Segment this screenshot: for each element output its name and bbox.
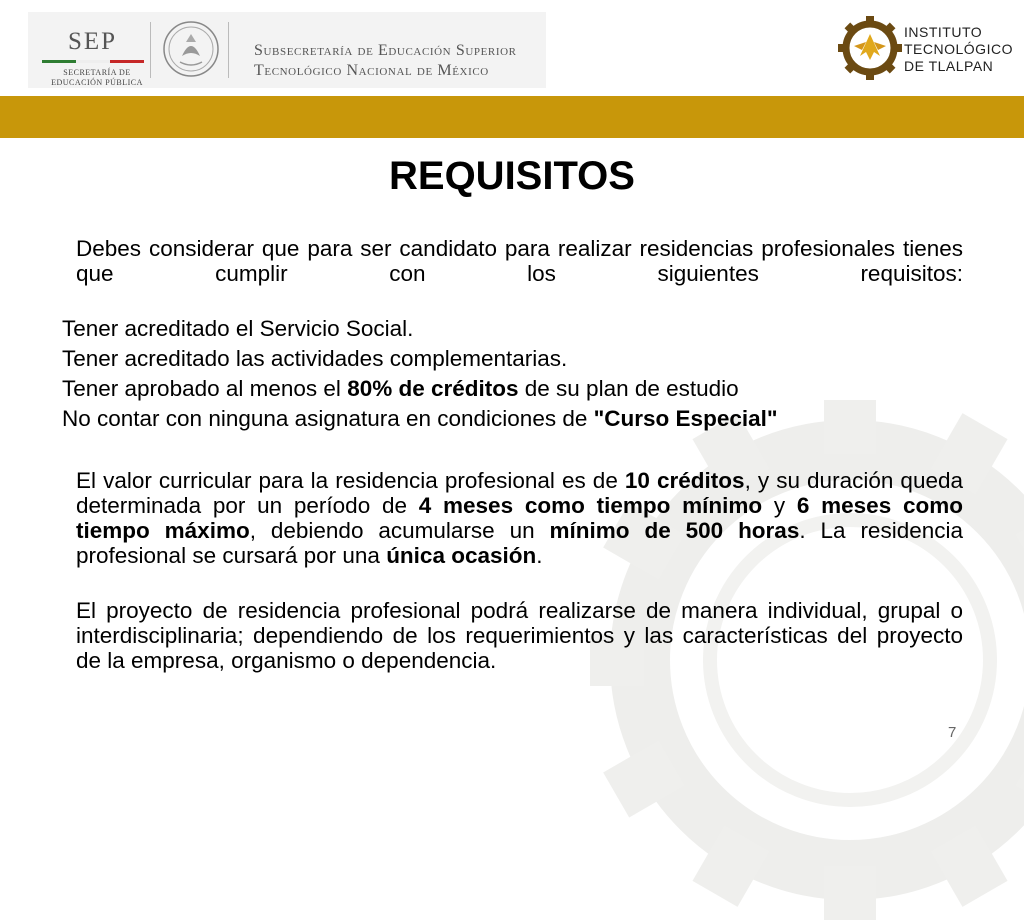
paragraph-emphasis: 4 meses como tiempo mínimo <box>418 493 763 518</box>
sep-banner <box>28 12 546 88</box>
sep-subtitle-line2: EDUCACIÓN PÚBLICA <box>51 78 143 87</box>
subsecretaria-line1: Subsecretaría de Educación Superior <box>254 42 517 59</box>
gear-logo-icon <box>836 16 906 80</box>
requirement-text: Tener aprobado al menos el <box>62 376 348 401</box>
list-item <box>62 404 778 434</box>
requirement-text: Tener acreditado las actividades complementarias. <box>62 346 568 371</box>
paragraph-emphasis: única ocasión <box>386 543 537 568</box>
header-divider <box>228 22 229 78</box>
header-divider <box>150 22 151 78</box>
sep-tricolor-bar <box>42 60 144 63</box>
sep-subtitle-line1: SECRETARÍA DE <box>63 68 131 77</box>
header <box>0 0 1024 96</box>
subsecretaria-line2: Tecnológico Nacional de México <box>254 62 489 79</box>
sep-title: SEP <box>68 28 118 55</box>
paragraph-text: , y su duración queda determinada por un período de <box>76 468 963 518</box>
paragraph-emphasis: mínimo de 500 horas <box>549 518 800 543</box>
list-item <box>62 344 778 374</box>
list-item <box>62 374 778 404</box>
paragraph-emphasis: 10 créditos <box>624 468 745 493</box>
page-number: 7 <box>948 724 957 741</box>
requirement-text: Tener acreditado el Servicio Social. <box>62 316 414 341</box>
institute-line1: INSTITUTO <box>904 24 983 40</box>
sep-logo <box>38 20 148 87</box>
intro-paragraph: Debes considerar que para ser candidato para realizar residencias profesionales tienes que cumplir con los siguientes requisitos: <box>76 236 963 286</box>
mexico-seal-icon <box>162 18 220 80</box>
paragraph-text: . La residencia profesional se cursará por una <box>76 518 964 568</box>
requirement-text: No contar con ninguna asignatura en condiciones de <box>62 406 594 431</box>
requirements-list <box>62 314 778 434</box>
paragraph-text: y <box>762 493 797 518</box>
paragraph-text: El valor curricular para la residencia profesional es de <box>76 468 625 493</box>
requirement-text: de su plan de estudio <box>518 376 739 401</box>
institute-line3: DE TLALPAN <box>904 58 994 74</box>
paragraph-text: , debiendo acumularse un <box>249 518 550 543</box>
requirement-emphasis: 80% de créditos <box>347 376 519 401</box>
list-item <box>62 314 778 344</box>
requirement-emphasis: "Curso Especial" <box>593 406 778 431</box>
gold-header-band <box>0 96 1024 138</box>
paragraph-text: . <box>536 543 543 568</box>
paragraph-emphasis: 6 meses como tiempo máximo <box>76 493 963 543</box>
institute-name <box>904 24 1013 75</box>
slide-title: REQUISITOS <box>389 154 635 198</box>
institute-line2: TECNOLÓGICO <box>904 41 1013 57</box>
project-paragraph: El proyecto de residencia profesional podrá realizarse de manera individual, grupal o interdisciplinaria; dependiendo de los requerimientos y las características del proyecto de la empresa, organismo o dependencia. <box>76 598 963 673</box>
credit-value-paragraph <box>76 468 963 568</box>
